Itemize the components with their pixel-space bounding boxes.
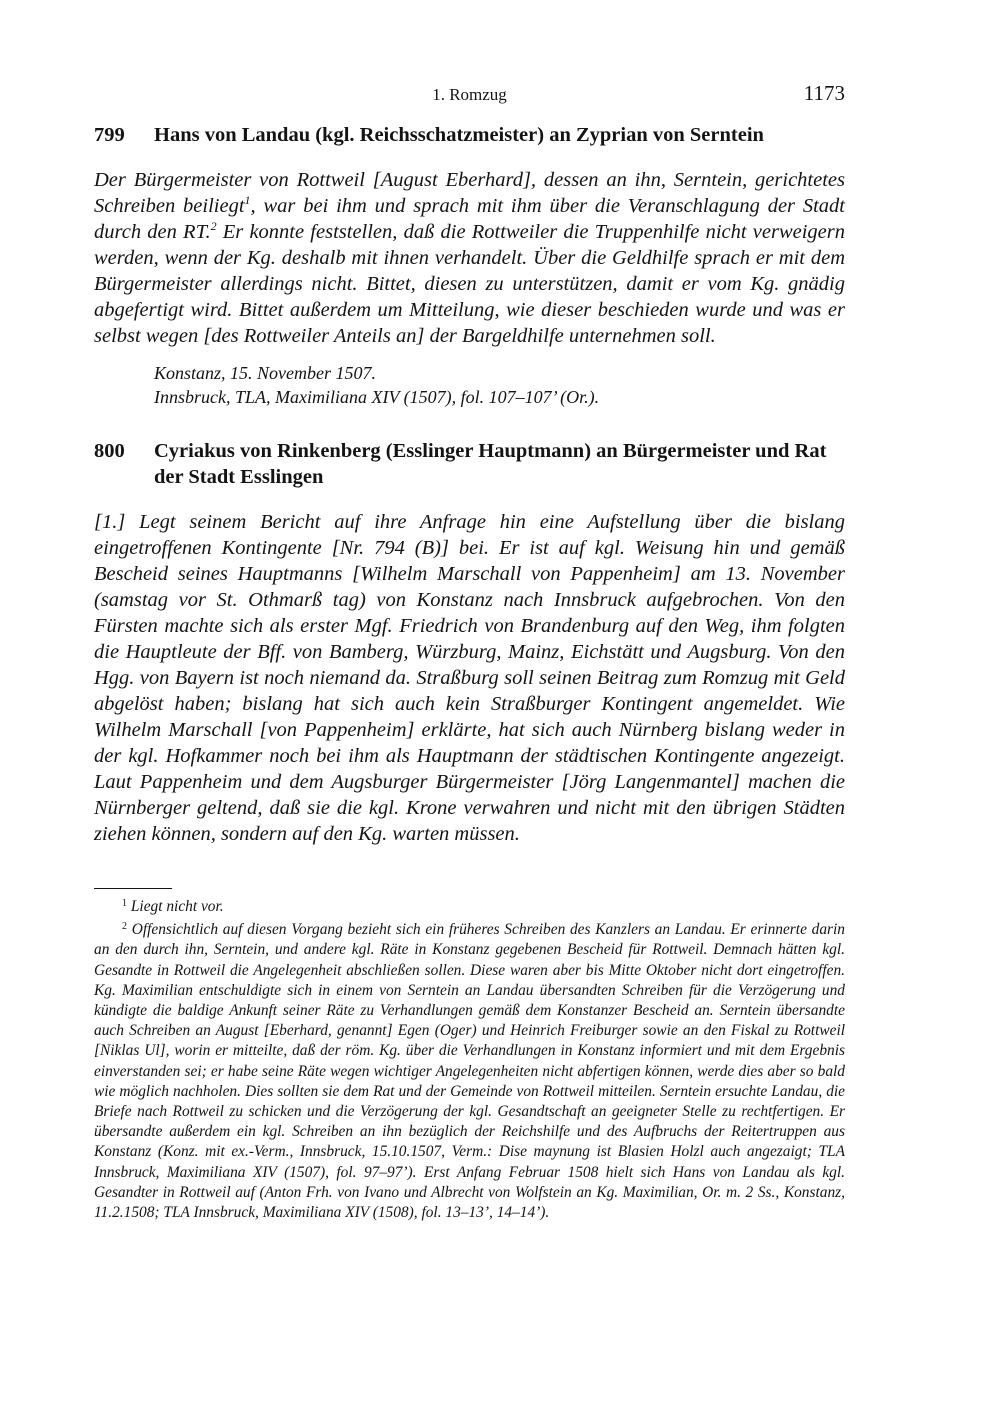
footnotes bbox=[94, 894, 845, 1223]
footnote-ref-1: 1 bbox=[244, 193, 251, 208]
footnote-mark: 1 bbox=[122, 898, 127, 909]
footnote-1 bbox=[94, 894, 845, 917]
entry-799-source bbox=[154, 361, 845, 409]
archive-source: Innsbruck, TLA, Maximiliana XIV (1507), fol. 107–107’ (Or.). bbox=[154, 387, 600, 407]
footnote-mark: 2 bbox=[122, 921, 127, 933]
running-head-title: 1. Romzug bbox=[432, 85, 507, 104]
footnote-text: und Heinrich Freiburger sowie an den Fiskal zu Rottweil [Niklas Ul], worin er mitteilte, daß der röm. Kg. über die Verhandlungen in Konstanz informiert und mit dem Ergebnis einverstanden sei; er habe seine Räte wegen wichtiger Angelegenheiten nicht abfertigen können, werde dies aber so bald wie möglich nachholen. Dies sollten sie dem Rat und der Gemeinde von Rottweil mitteilen. Serntein ersuchte Landau, die Briefe nach Rottweil zu schicken und die Verzögerung der kgl. Gesandtschaft an geeigneter Stelle zu rechtfertigen. Er übersandte außerdem ein kgl. Schreiben an ihn bezüglich der Reichshilfe und des Aufbruchs der Reitertruppen aus Konstanz (Konz. mit ex.-Verm., Innsbruck, 15.10.1507, Verm.: bbox=[94, 1022, 846, 1161]
footnote-2 bbox=[94, 917, 845, 1223]
page-number: 1173 bbox=[803, 81, 845, 105]
entry-title: Cyriakus von Rinkenberg (Esslinger Hauptmann) an Bürgermeister und Rat der Stadt Esslingen bbox=[154, 440, 827, 488]
running-head bbox=[94, 81, 845, 106]
footnote-separator bbox=[94, 888, 172, 889]
footnote-ref-2: 2 bbox=[210, 219, 217, 234]
entry-799-regest bbox=[94, 167, 845, 349]
footnote-text: Liegt nicht vor. bbox=[130, 898, 224, 915]
footnote-text: Offensichtlich auf diesen Vorgang bezieht sich ein früheres Schreiben des Kanzlers an Landau. Er erinnerte darin an den durch ihn, Serntein, und andere kgl. Räte in Konstanz gegebenen Bescheid für Rottweil. Demnach hätten kgl. Gesandte in Rottweil die Angelegenheit abschließen sollen. Diese waren aber bis Mitte Oktober nicht dort eingetroffen. Kg. Maximilian entschuldigte sich in einem von Serntein an Landau übersandten Schreiben für die Verzögerung und kündigte die baldige Ankunft seiner Räte zu Verhandlungen gemäß dem Konstanzer Bescheid an. Serntein übersandte auch Schreiben an August [Eberhard, genannt] Egen bbox=[94, 921, 845, 1040]
regest-text: von Konstanz nach Innsbruck aufgebrochen. Von den Fürsten machte sich als erster Mgf. Friedrich von Brandenburg auf den Weg, ihm folgten die Hauptleute der Bff. von Bamberg, Würzburg, Mainz, Eichstätt und Augsburg. Von den Hgg. von Bayern ist noch niemand da. Straßburg soll seinen Beitrag zum Romzug mit Geld abgelöst haben; bislang hat sich auch kein Straßburger Kontingent angemeldet. Wie Wilhelm Marschall [von Pappenheim] erklärte, hat sich auch Nürnberg bislang weder in der kgl. Hofkammer noch bei ihm als Hauptmann der städtischen Kontingente angezeigt. Laut Pappenheim und dem Augsburger Bürgermeister [Jörg Langenmantel] machen die Nürnberger geltend, daß sie die kgl. Krone verwahren und nicht mit den übrigen Städten ziehen können, sondern auf den Kg. warten müssen. bbox=[94, 589, 846, 845]
source-quote: (samstag vor St. Othmarß tag) bbox=[94, 589, 377, 611]
regest-text: , war bei ihm und sprach mit ihm über die Veranschlagung der Stadt durch den RT. bbox=[94, 195, 845, 243]
source-quote: (Oger) bbox=[429, 1022, 482, 1040]
regest-text: Er konnte feststellen, daß die Rottweiler die Truppenhilfe nicht verweigern werden, wenn der Kg. deshalb mit ihnen verhandelt. Über die Geldhilfe sprach er mit dem Bürgermeister allerdings nicht. Bittet, diesen zu unterstützen, damit er vom Kg. gnädig abgefertigt wird. Bittet außerdem um Mitteilung, wie dieser beschieden wurde und was er selbst wegen [des Rottweiler Anteils an] der Bargeldhilfe unternehmen soll. bbox=[94, 221, 845, 347]
entry-number: 799 bbox=[94, 124, 125, 146]
place-date: Konstanz, 15. November 1507. bbox=[154, 363, 376, 383]
entry-800-regest bbox=[94, 509, 845, 847]
footnote-text: TLA Innsbruck, Maximiliana XIV (1507), fol. 97–97’). Erst Anfang Februar 1508 hielt sich Hans von Landau als kgl. Gesandter in Rottweil auf (Anton Frh. von Ivano und Albrecht von Wolfstein an Kg. Maximilian, Or. m. 2 Ss., Konstanz, 11.2.1508; TLA Innsbruck, Maximiliana XIV (1508), fol. 13–13’, 14–14’). bbox=[94, 1143, 845, 1222]
regest-text: Der Bürgermeister von Rottweil [August Eberhard], dessen an ihn, Serntein, gerichtetes Schreiben beiliegt bbox=[94, 169, 845, 217]
source-quote: Dise maynung ist Blasien Holzl auch angezaigt; bbox=[492, 1143, 819, 1161]
entry-title: Hans von Landau (kgl. Reichsschatzmeister) an Zyprian von Serntein bbox=[154, 124, 764, 146]
entry-number: 800 bbox=[94, 440, 125, 462]
regest-text: [1.] Legt seinem Bericht auf ihre Anfrage hin eine Aufstellung über die bislang eingetroffenen Kontingente [Nr. 794 (B)] bei. Er ist auf kgl. Weisung hin und gemäß Bescheid seines Hauptmanns [Wilhelm Marschall von Pappenheim] am 13. November bbox=[94, 511, 845, 585]
